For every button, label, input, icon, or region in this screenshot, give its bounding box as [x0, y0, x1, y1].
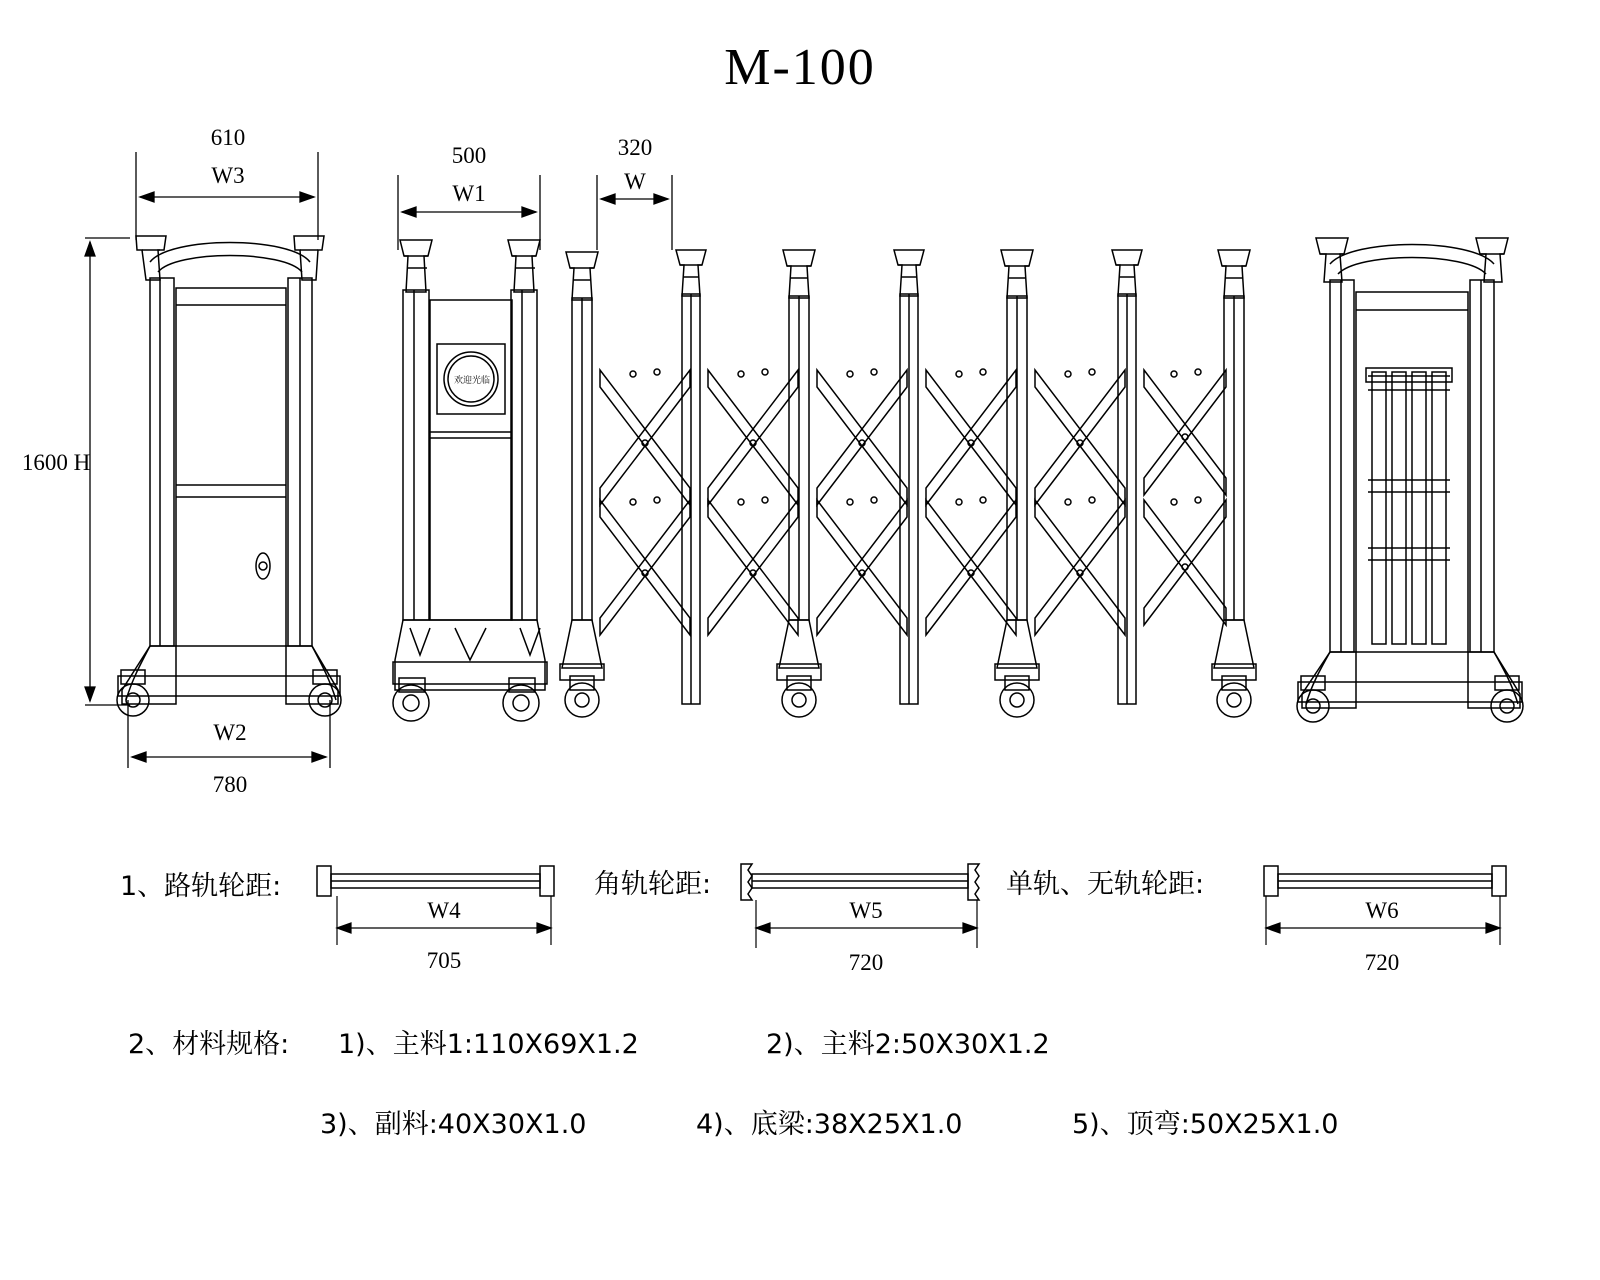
wheelbase-w5-value: 720	[848, 950, 884, 975]
material-item-1: 1)、主料1:110X69X1.2	[338, 1029, 639, 1060]
dim-320-value: 320	[617, 135, 653, 160]
material-item-4: 4)、底梁:38X25X1.0	[696, 1109, 963, 1140]
post-6	[995, 250, 1039, 717]
wheelbase-label-3: 单轨、无轨轮距:	[1006, 869, 1205, 900]
gate-logo-text: 欢迎光临	[453, 376, 490, 386]
scissor-lattice	[600, 369, 1226, 635]
page-title: M-100	[724, 39, 876, 96]
lead-post-assembly	[393, 240, 547, 721]
material-item-3: 3)、副料:40X30X1.0	[320, 1109, 587, 1140]
wheelbase-label-1: 1、路轨轮距:	[120, 871, 282, 902]
dim-w3-label: W3	[211, 163, 245, 188]
wheelbase-w5-label: W5	[849, 898, 883, 923]
dim-height-label: 1600 H	[21, 450, 91, 475]
dim-500-value: 500	[451, 143, 487, 168]
wheelbase-w6-label: W6	[1365, 898, 1399, 923]
post-8	[1212, 250, 1256, 717]
right-end-post	[1297, 238, 1523, 722]
post-3	[676, 250, 706, 704]
post-4	[777, 250, 821, 717]
left-end-post	[117, 236, 341, 716]
dim-w1-label: W1	[452, 181, 486, 206]
material-item-2: 2)、主料2:50X30X1.2	[766, 1029, 1050, 1060]
dim-w2-label: W2	[213, 720, 247, 745]
material-notes-prefix: 2、材料规格:	[128, 1029, 290, 1060]
material-item-5: 5)、顶弯:50X25X1.0	[1072, 1109, 1339, 1140]
wheelbase-w4-value: 705	[426, 948, 462, 973]
wheelbase-w4-label: W4	[427, 898, 461, 923]
dim-780-value: 780	[212, 772, 248, 797]
post-2	[560, 252, 604, 717]
dim-610-value: 610	[210, 125, 246, 150]
wheelbase-label-2: 角轨轮距:	[594, 869, 712, 900]
wheelbase-w6-value: 720	[1364, 950, 1400, 975]
dim-w-label: W	[624, 169, 646, 194]
